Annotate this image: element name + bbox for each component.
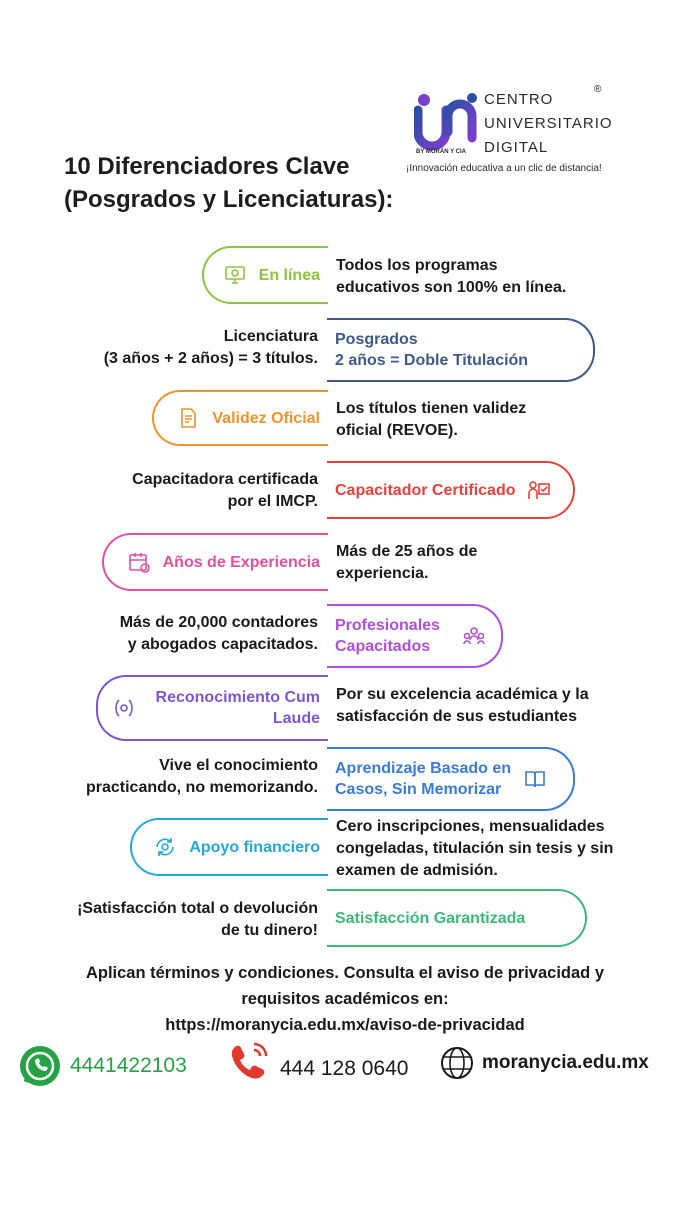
whatsapp-number: 4441422103 — [70, 1054, 187, 1077]
pill-label: Capacitador Certificado — [335, 481, 516, 499]
logo-tagline: ¡Innovación educativa a un clic de distancia! — [406, 163, 602, 174]
pill-label: Satisfacción Garantizada — [335, 909, 526, 927]
people-icon — [462, 624, 486, 648]
pill-apoyo-financiero — [130, 818, 328, 876]
calendar-icon — [127, 550, 151, 574]
pill-validez-oficial — [152, 390, 328, 446]
pill-label: Capacitados — [335, 638, 431, 655]
pill-en-linea — [202, 246, 328, 304]
book-icon — [523, 767, 547, 791]
pill-cum-laude — [96, 675, 328, 741]
pill-label: En línea — [258, 266, 320, 284]
certified-trainer-icon — [527, 478, 551, 502]
title-line-1: 10 Diferenciadores Clave — [64, 153, 350, 180]
pill-posgrados — [327, 318, 595, 382]
desc-line: Capacitadora certificada — [132, 471, 318, 488]
desc-line: ¡Satisfacción total o devolución — [77, 900, 318, 917]
desc-line: Los títulos tienen validez — [336, 400, 527, 417]
desc-licenciatura — [104, 326, 318, 370]
desc-line: educativos son 100% en línea. — [336, 279, 567, 296]
desc-line: practicando, no memorizando. — [85, 779, 318, 796]
certificate-icon — [223, 263, 247, 287]
desc-line: Todos los programas — [336, 257, 498, 274]
logo-line-3: DIGITAL — [484, 139, 549, 156]
desc-conocimiento — [86, 755, 318, 799]
desc-line: satisfacción de sus estudiantes — [336, 708, 577, 725]
website-contact[interactable] — [440, 1046, 649, 1080]
logo-text — [484, 88, 613, 160]
pill-label: 2 años = Doble Titulación — [335, 352, 529, 369]
logo-byline: BY MORÁN Y CIA — [416, 149, 467, 155]
desc-contadores — [120, 612, 318, 656]
phone-contact[interactable] — [228, 1040, 408, 1082]
registered-mark: ® — [594, 84, 602, 95]
privacy-link[interactable]: https://moranycia.edu.mx/aviso-de-privacidad — [165, 1016, 525, 1034]
money-cycle-icon — [153, 835, 177, 859]
pill-label: Apoyo financiero — [189, 838, 320, 856]
desc-line: congeladas, titulación sin tesis y sin — [336, 840, 614, 857]
footer-line: requisitos académicos en: — [241, 990, 449, 1008]
desc-line: y abogados capacitados. — [127, 636, 318, 653]
pill-capacitador-certificado — [327, 461, 575, 519]
whatsapp-icon — [18, 1044, 62, 1088]
desc-line: Más de 25 años de — [336, 543, 478, 560]
pill-satisfaccion-garantizada — [327, 889, 587, 947]
desc-line: Licenciatura — [223, 328, 318, 345]
laurel-icon — [112, 696, 136, 720]
desc-line: Por su excelencia académica y la — [336, 686, 589, 703]
footer-line: Aplican términos y condiciones. Consulta el aviso de privacidad y — [85, 964, 605, 982]
logo-line-2: UNIVERSITARIO — [484, 115, 613, 132]
desc-line: experiencia. — [336, 565, 429, 582]
pill-profesionales-capacitados — [327, 604, 503, 668]
pill-label: Casos, Sin Memorizar — [335, 781, 502, 798]
footer-terms — [20, 960, 670, 1038]
document-icon — [176, 406, 200, 430]
whatsapp-contact[interactable] — [18, 1044, 187, 1088]
logo — [406, 84, 644, 180]
logo-line-1: CENTRO — [484, 91, 554, 108]
pill-label: Profesionales — [335, 617, 440, 634]
desc-line: examen de admisión. — [336, 862, 498, 879]
desc-line: de tu dinero! — [221, 922, 318, 939]
desc-line: por el IMCP. — [227, 493, 318, 510]
desc-line: Vive el conocimiento — [159, 757, 318, 774]
pill-label: Aprendizaje Basado en — [335, 760, 512, 777]
desc-capacitadora — [132, 469, 318, 513]
pill-label: Años de Experiencia — [162, 553, 320, 571]
desc-line: Cero inscripciones, mensualidades — [336, 818, 605, 835]
desc-apoyo — [336, 816, 613, 882]
pill-label: Laude — [272, 710, 320, 727]
desc-satisfaccion — [77, 898, 318, 942]
desc-line: (3 años + 2 años) = 3 títulos. — [103, 350, 318, 367]
website-url: moranycia.edu.mx — [482, 1052, 649, 1073]
phone-icon — [228, 1040, 274, 1082]
pill-aprendizaje-casos — [327, 747, 575, 811]
page-title — [64, 150, 404, 216]
desc-experiencia — [336, 541, 477, 585]
phone-number: 444 128 0640 — [280, 1057, 409, 1080]
desc-cum-laude — [336, 684, 589, 728]
logo-mark-icon — [414, 92, 480, 152]
pill-anos-experiencia — [102, 533, 328, 591]
desc-line: Más de 20,000 contadores — [119, 614, 318, 631]
pill-label: Validez Oficial — [212, 409, 320, 427]
desc-en-linea — [336, 255, 566, 299]
desc-line: oficial (REVOE). — [336, 422, 458, 439]
globe-icon — [440, 1046, 474, 1080]
desc-validez — [336, 398, 526, 442]
title-line-2: (Posgrados y Licenciaturas): — [64, 186, 394, 213]
pill-label: Posgrados — [335, 331, 418, 348]
pill-label: Reconocimiento Cum — [155, 689, 320, 706]
